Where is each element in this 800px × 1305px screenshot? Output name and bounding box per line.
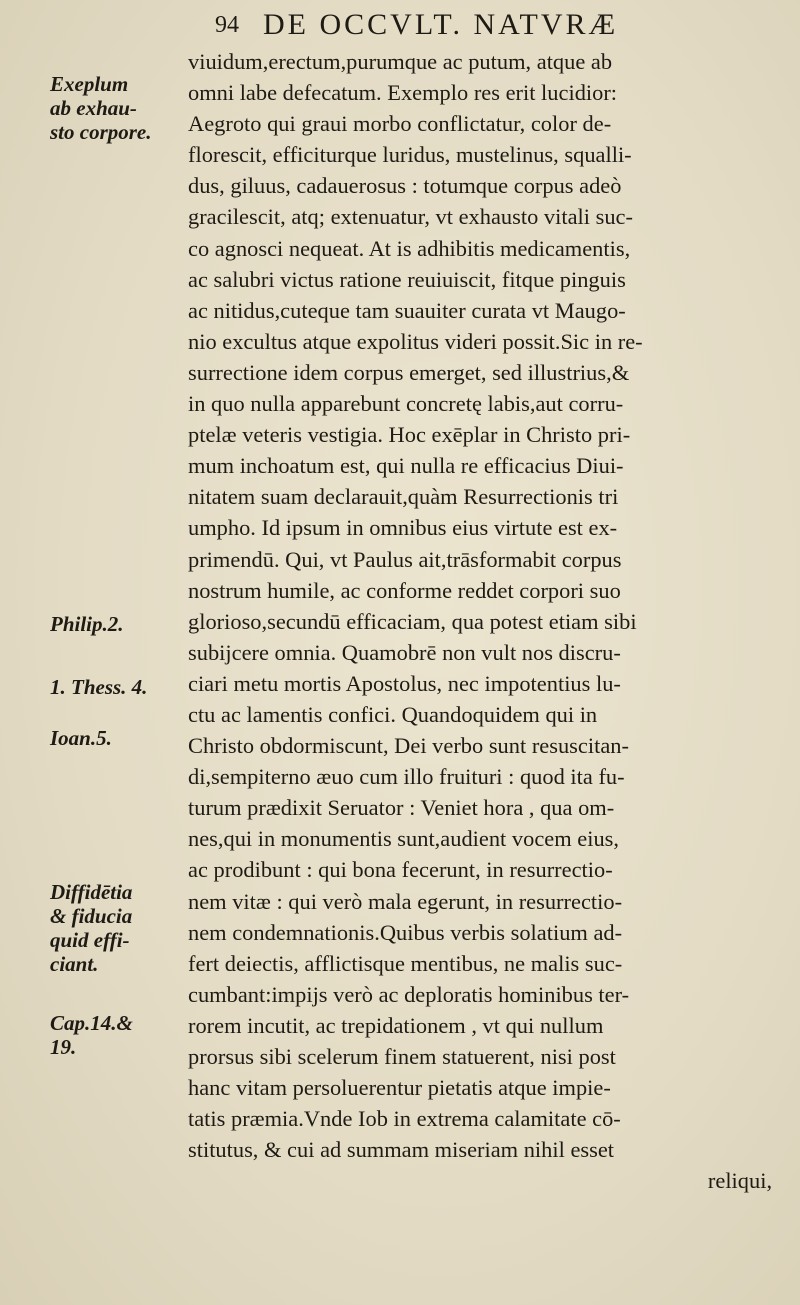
- margin-note-line: ciant.: [50, 952, 99, 976]
- text-line: subijcere omnia. Quamobrē non vult nos discru-: [188, 639, 621, 665]
- margin-note-line: sto corpore.: [50, 120, 152, 144]
- text-line: nem condemnationis.Quibus verbis solatium ad-: [188, 919, 623, 945]
- text-line: stitutus, & cui ad summam miseriam nihil esset: [188, 1137, 615, 1163]
- text-line: tatis præmia.Vnde Iob in extrema calamitate cō-: [188, 1106, 621, 1132]
- text-line: nitatem suam declarauit,quàm Resurrectionis tri: [188, 484, 619, 510]
- margin-note-example: [50, 72, 190, 144]
- text-line: prorsus sibi scelerum finem statuerent, nisi post: [188, 1044, 616, 1069]
- margin-note-line: ab exhau-: [50, 96, 137, 120]
- text-line: co agnosci nequeat. At is adhibitis medicamentis,: [188, 235, 631, 261]
- text-line: in quo nulla apparebunt concretę labis,aut corru-: [188, 391, 624, 417]
- text-line: ac nitidus,cuteque tam suauiter curata vt Maugo-: [188, 297, 626, 323]
- margin-note-line: quid effi-: [50, 928, 130, 952]
- text-line: omni labe defecatum. Exemplo res erit lucidior:: [188, 80, 618, 106]
- running-head: DE OCCVLT. NATVRÆ: [263, 8, 619, 41]
- text-line: fert deiectis, afflictisque mentibus, ne malis suc-: [188, 950, 623, 976]
- text-line: nes,qui in monumentis sunt,audient vocem eius,: [188, 826, 620, 852]
- text-line: cumbant:impijs verò ac deploratis hominibus ter-: [188, 981, 630, 1007]
- margin-note-diffidentia: [50, 880, 190, 976]
- text-line: ctu ac lamentis confici. Quandoquidem qui in: [188, 701, 598, 727]
- margin-note-line: Cap.14.&: [50, 1011, 133, 1035]
- text-line: Christo obdormiscunt, Dei verbo sunt resuscitan-: [188, 733, 629, 759]
- text-line: umpho. Id ipsum in omnibus eius virtute est ex-: [188, 515, 618, 541]
- margin-note-cap: [50, 1011, 190, 1059]
- margin-note-line: 1. Thess. 4.: [50, 675, 148, 699]
- margin-note-line: Philip.2.: [50, 612, 124, 636]
- text-line: glorioso,secundū efficaciam, qua potest etiam sibi: [188, 608, 637, 634]
- text-line: ciari metu mortis Apostolus, nec impotentius lu-: [188, 670, 621, 696]
- text-line: rorem incutit, ac trepidationem , vt qui nullum: [188, 1012, 604, 1038]
- text-line: ac salubri victus ratione reuiuiscit, fitque pinguis: [188, 266, 626, 292]
- text-line: viuidum,erectum,purumque ac putum, atque ab: [188, 49, 613, 74]
- text-line: ptelæ veteris vestigia. Hoc exēplar in Christo pri-: [188, 422, 631, 448]
- catchword-line: [188, 1165, 786, 1196]
- margin-note-line: Exeplum: [50, 72, 129, 96]
- text-line: nem vitæ : qui verò mala egerunt, in resurrectio-: [188, 888, 623, 914]
- margin-note-philip: [50, 612, 190, 636]
- text-line: nio excultus atque expolitus videri possit.Sic in re-: [188, 328, 643, 354]
- page-header: [215, 8, 775, 44]
- margin-note-line: 19.: [50, 1035, 77, 1059]
- text-line: dus, giluus, cadauerosus : totumque corpus adeò: [188, 173, 622, 199]
- text-line: mum inchoatum est, qui nulla re efficacius Diui-: [188, 453, 624, 479]
- page-number: 94: [215, 12, 239, 38]
- margin-note-line: Ioan.5.: [50, 726, 112, 750]
- margin-note-thess: [50, 675, 190, 699]
- text-line: ac prodibunt : qui bona fecerunt, in resurrectio-: [188, 857, 613, 883]
- text-line: Aegroto qui graui morbo conflictatur, color de-: [188, 111, 612, 137]
- margin-note-line: & fiducia: [50, 904, 133, 928]
- text-line: turum prædixit Seruator : Veniet hora , qua om-: [188, 795, 615, 821]
- text-line: florescit, efficiturque luridus, mustelinus, squalli-: [188, 142, 632, 168]
- body-text: [188, 46, 788, 1196]
- text-line: nostrum humile, ac conforme reddet corpori suo: [188, 577, 621, 603]
- margin-note-ioan: [50, 726, 190, 750]
- text-line: di,sempiterno æuo cum illo fruituri : quod ita fu-: [188, 764, 625, 790]
- catchword: reliqui,: [707, 1168, 773, 1194]
- text-line: hanc vitam persoluerentur pietatis atque impie-: [188, 1075, 611, 1101]
- text-line: surrectione idem corpus emerget, sed illustrius,&: [188, 359, 630, 385]
- text-line: primendū. Qui, vt Paulus ait,trāsformabit corpus: [188, 546, 622, 572]
- text-line: gracilescit, atq; extenuatur, vt exhausto vitali suc-: [188, 204, 633, 230]
- margin-note-line: Diffidētia: [50, 880, 133, 904]
